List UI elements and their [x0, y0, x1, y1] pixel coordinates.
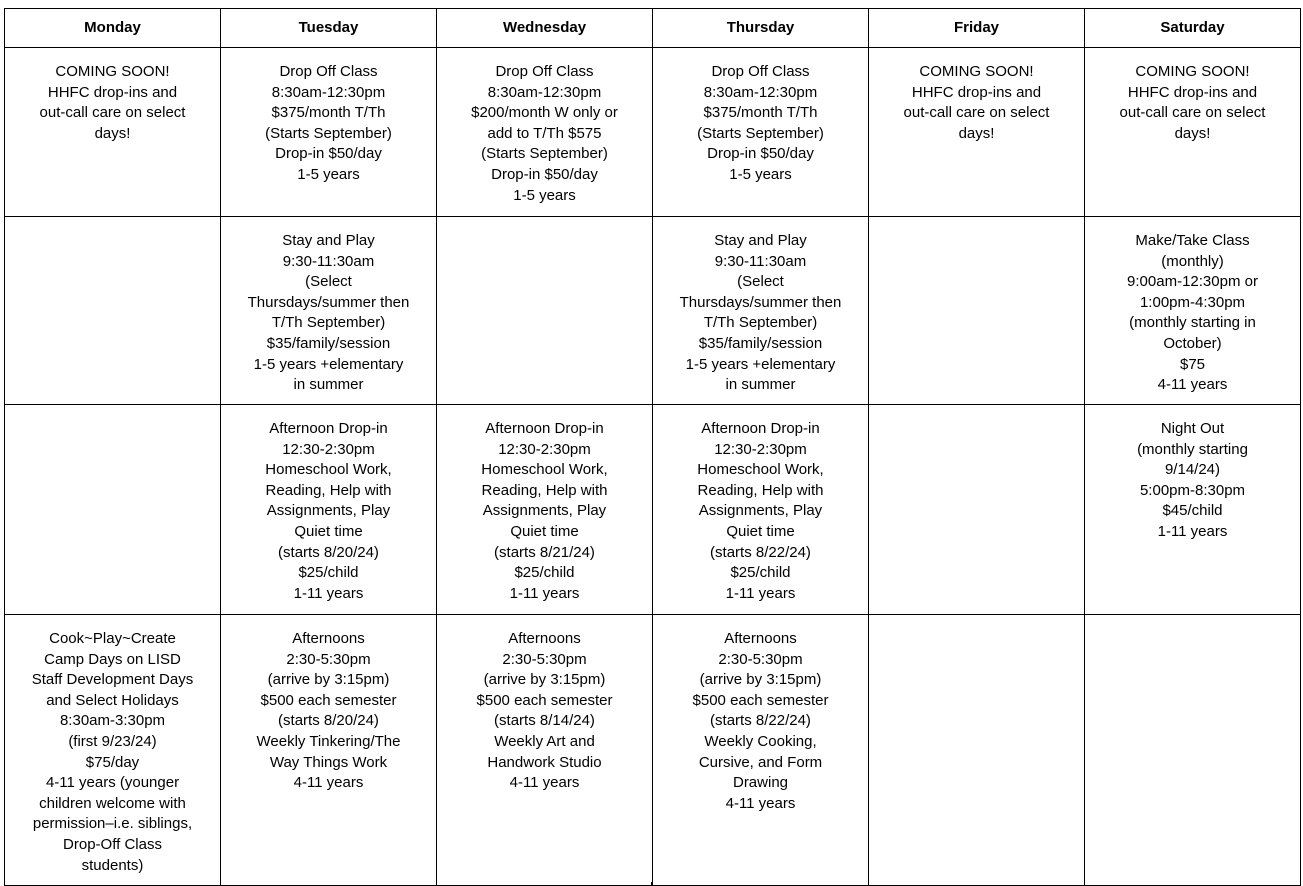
cell-monday-row-3	[5, 405, 221, 615]
cell-tuesday-row-2: Stay and Play 9:30-11:30am (Select Thursdays/summer then T/Th September) $35/family/session 1-5 years +elementary in summer	[221, 217, 437, 405]
cell-monday-row-4: Cook~Play~Create Camp Days on LISD Staff Development Days and Select Holidays 8:30am-3:30pm (first 9/23/24) $75/day 4-11 years (younger children welcome with permission–i.e. siblings, Drop-Off Class students)	[5, 615, 221, 886]
cell-saturday-row-3: Night Out (monthly starting 9/14/24) 5:00pm-8:30pm $45/child 1-11 years	[1085, 405, 1301, 615]
cell-monday-row-2	[5, 217, 221, 405]
cell-friday-row-3	[869, 405, 1085, 615]
cell-saturday-row-2: Make/Take Class (monthly) 9:00am-12:30pm or 1:00pm-4:30pm (monthly starting in October) $75 4-11 years	[1085, 217, 1301, 405]
page-edge-mark	[651, 882, 653, 886]
header-tuesday: Tuesday	[221, 9, 437, 48]
schedule-body	[5, 48, 1301, 886]
schedule-row-afternoons	[5, 615, 1301, 886]
schedule-header	[5, 9, 1301, 48]
schedule-row-afternoon-drop-in	[5, 405, 1301, 615]
cell-wednesday-row-4: Afternoons 2:30-5:30pm (arrive by 3:15pm) $500 each semester (starts 8/14/24) Weekly Art and Handwork Studio 4-11 years	[437, 615, 653, 886]
cell-saturday-row-4	[1085, 615, 1301, 886]
cell-wednesday-row-1: Drop Off Class 8:30am-12:30pm $200/month W only or add to T/Th $575 (Starts September) Drop-in $50/day 1-5 years	[437, 48, 653, 217]
cell-thursday-row-4: Afternoons 2:30-5:30pm (arrive by 3:15pm) $500 each semester (starts 8/22/24) Weekly Cooking, Cursive, and Form Drawing 4-11 years	[653, 615, 869, 886]
cell-friday-row-2	[869, 217, 1085, 405]
cell-tuesday-row-1: Drop Off Class 8:30am-12:30pm $375/month T/Th (Starts September) Drop-in $50/day 1-5 years	[221, 48, 437, 217]
cell-tuesday-row-4: Afternoons 2:30-5:30pm (arrive by 3:15pm) $500 each semester (starts 8/20/24) Weekly Tinkering/The Way Things Work 4-11 years	[221, 615, 437, 886]
header-thursday: Thursday	[653, 9, 869, 48]
cell-thursday-row-3: Afternoon Drop-in 12:30-2:30pm Homeschool Work, Reading, Help with Assignments, Play Quiet time (starts 8/22/24) $25/child 1-11 years	[653, 405, 869, 615]
header-wednesday: Wednesday	[437, 9, 653, 48]
cell-wednesday-row-3: Afternoon Drop-in 12:30-2:30pm Homeschool Work, Reading, Help with Assignments, Play Quiet time (starts 8/21/24) $25/child 1-11 years	[437, 405, 653, 615]
cell-friday-row-4	[869, 615, 1085, 886]
cell-tuesday-row-3: Afternoon Drop-in 12:30-2:30pm Homeschool Work, Reading, Help with Assignments, Play Quiet time (starts 8/20/24) $25/child 1-11 years	[221, 405, 437, 615]
cell-thursday-row-2: Stay and Play 9:30-11:30am (Select Thursdays/summer then T/Th September) $35/family/session 1-5 years +elementary in summer	[653, 217, 869, 405]
schedule-row-morning-classes	[5, 48, 1301, 217]
header-friday: Friday	[869, 9, 1085, 48]
schedule-row-stay-and-play	[5, 217, 1301, 405]
weekly-schedule-table	[4, 8, 1301, 886]
cell-monday-row-1: COMING SOON! HHFC drop-ins and out-call care on select days!	[5, 48, 221, 217]
cell-thursday-row-1: Drop Off Class 8:30am-12:30pm $375/month T/Th (Starts September) Drop-in $50/day 1-5 years	[653, 48, 869, 217]
cell-saturday-row-1: COMING SOON! HHFC drop-ins and out-call care on select days!	[1085, 48, 1301, 217]
header-saturday: Saturday	[1085, 9, 1301, 48]
day-header-row	[5, 9, 1301, 48]
cell-friday-row-1: COMING SOON! HHFC drop-ins and out-call care on select days!	[869, 48, 1085, 217]
header-monday: Monday	[5, 9, 221, 48]
cell-wednesday-row-2	[437, 217, 653, 405]
